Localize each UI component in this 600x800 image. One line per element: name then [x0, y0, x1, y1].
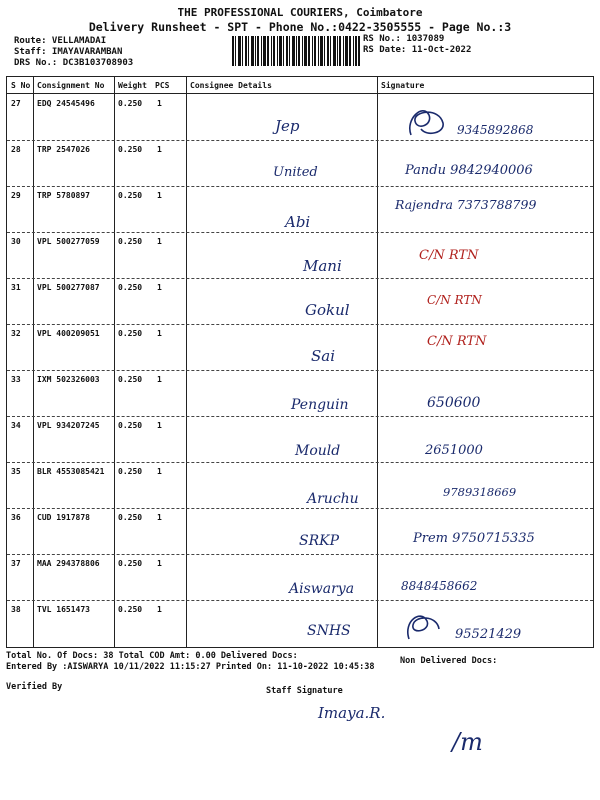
row-pcs: 1: [157, 191, 162, 200]
row-consignee: Sai: [311, 347, 336, 365]
table-row: [7, 325, 593, 371]
row-signature: 9789318669: [443, 485, 517, 499]
row-pcs: 1: [157, 283, 162, 292]
row-sno: 31: [11, 283, 21, 292]
row-consignee: Abi: [285, 213, 311, 231]
row-sno: 36: [11, 513, 21, 522]
column-header-signature: Signature: [381, 81, 425, 90]
barcode: [232, 36, 360, 66]
row-consignee: Mould: [295, 443, 341, 459]
runsheet-table: [6, 76, 594, 648]
row-consignment-no: MAA 294378806: [37, 559, 100, 568]
row-sno: 29: [11, 191, 21, 200]
row-signature: 95521429: [455, 627, 522, 642]
row-signature: Prem 9750715335: [413, 531, 535, 546]
header-divider: [7, 93, 593, 94]
row-weight: 0.250: [118, 283, 143, 292]
row-consignment-no: VPL 500277059: [37, 237, 100, 246]
row-signature: 8848458662: [401, 579, 478, 593]
route-label: Route: VELLAMADAI: [14, 36, 107, 46]
non-delivered-docs-label: Non Delivered Docs:: [400, 656, 498, 666]
row-consignment-no: BLR 4553085421: [37, 467, 105, 476]
row-weight: 0.250: [118, 605, 143, 614]
table-row: [7, 233, 593, 279]
column-header-pcs: PCS: [155, 81, 170, 90]
row-pcs: 1: [157, 421, 162, 430]
column-header-consignee: Consignee Details: [190, 81, 272, 90]
row-consignee: Aiswarya: [289, 581, 355, 597]
row-weight: 0.250: [118, 559, 143, 568]
row-sno: 38: [11, 605, 21, 614]
row-weight: 0.250: [118, 467, 143, 476]
table-row: [7, 601, 593, 647]
entered-by-line: Entered By :AISWARYA 10/11/2022 11:15:27 Printed On: 11-10-2022 10:45:38: [6, 662, 375, 672]
document-subtitle: Delivery Runsheet - SPT - Phone No.:0422-3505555 - Page No.:3: [88, 20, 512, 34]
row-weight: 0.250: [118, 421, 143, 430]
table-row: [7, 463, 593, 509]
row-weight: 0.250: [118, 99, 143, 108]
row-consignment-no: EDQ 24545496: [37, 99, 95, 108]
row-pcs: 1: [157, 467, 162, 476]
row-pcs: 1: [157, 513, 162, 522]
row-pcs: 1: [157, 375, 162, 384]
staff-handwritten-signature: Imaya.R.: [318, 704, 386, 722]
drs-number: DRS No.: DC3B103708903: [14, 58, 134, 68]
table-row: [7, 417, 593, 463]
row-consignee: SRKP: [299, 533, 340, 549]
row-sno: 33: [11, 375, 21, 384]
row-pcs: 1: [157, 605, 162, 614]
table-row: [7, 555, 593, 601]
row-consignment-no: TVL 1651473: [37, 605, 90, 614]
staff-signature-label: Staff Signature: [266, 686, 343, 696]
column-header-sno: S No: [11, 81, 31, 90]
row-consignee: Mani: [303, 257, 342, 275]
verified-by-label: Verified By: [6, 682, 63, 692]
row-consignment-no: TRP 5780897: [37, 191, 90, 200]
column-header-weight: Weight: [118, 81, 147, 90]
rs-number: RS No.: 1037089: [363, 34, 445, 44]
row-consignee: Gokul: [305, 301, 350, 319]
row-weight: 0.250: [118, 329, 143, 338]
row-consignee: Penguin: [291, 397, 349, 413]
row-weight: 0.250: [118, 145, 143, 154]
row-weight: 0.250: [118, 513, 143, 522]
row-sno: 32: [11, 329, 21, 338]
rs-date: RS Date: 11-Oct-2022: [363, 45, 472, 55]
signature-scribble: [403, 101, 449, 141]
row-sno: 28: [11, 145, 21, 154]
table-row: [7, 509, 593, 555]
table-row: [7, 187, 593, 233]
staff-label: Staff: IMAYAVARAMBAN: [14, 47, 123, 57]
row-pcs: 1: [157, 559, 162, 568]
row-signature: Rajendra 7373788799: [395, 197, 537, 212]
row-sno: 35: [11, 467, 21, 476]
row-signature: 9345892868: [457, 123, 534, 137]
row-consignee: United: [273, 165, 318, 180]
row-consignment-no: CUD 1917878: [37, 513, 90, 522]
document-title: THE PROFESSIONAL COURIERS, Coimbatore: [177, 6, 423, 19]
row-sno: 30: [11, 237, 21, 246]
row-signature: 2651000: [425, 443, 483, 458]
row-sno: 37: [11, 559, 21, 568]
row-consignment-no: IXM 502326003: [37, 375, 100, 384]
row-pcs: 1: [157, 329, 162, 338]
row-consignment-no: VPL 934207245: [37, 421, 100, 430]
row-pcs: 1: [157, 237, 162, 246]
row-sno: 34: [11, 421, 21, 430]
row-consignment-no: VPL 400209051: [37, 329, 100, 338]
row-weight: 0.250: [118, 375, 143, 384]
row-sno: 27: [11, 99, 21, 108]
row-consignee: SNHS: [307, 623, 351, 639]
row-weight: 0.250: [118, 237, 143, 246]
row-weight: 0.250: [118, 191, 143, 200]
row-consignment-no: VPL 500277087: [37, 283, 100, 292]
column-header-consignment: Consignment No: [37, 81, 105, 90]
row-pcs: 1: [157, 99, 162, 108]
row-signature: 650600: [427, 395, 481, 411]
row-pcs: 1: [157, 145, 162, 154]
row-signature: C/N RTN: [427, 293, 482, 307]
table-row: [7, 141, 593, 187]
table-row: [7, 279, 593, 325]
totals-line: Total No. Of Docs: 38 Total COD Amt: 0.00 Delivered Docs:: [6, 651, 298, 661]
row-consignment-no: TRP 2547026: [37, 145, 90, 154]
row-signature: C/N RTN: [419, 248, 479, 263]
handwritten-initials: /m: [452, 728, 483, 756]
table-row: [7, 371, 593, 417]
signature-scribble: [399, 607, 445, 643]
row-signature: C/N RTN: [427, 334, 487, 349]
row-consignee: Aruchu: [307, 491, 359, 507]
table-row: [7, 95, 593, 141]
row-consignee: Jep: [275, 117, 300, 135]
row-signature: Pandu 9842940006: [405, 163, 533, 178]
